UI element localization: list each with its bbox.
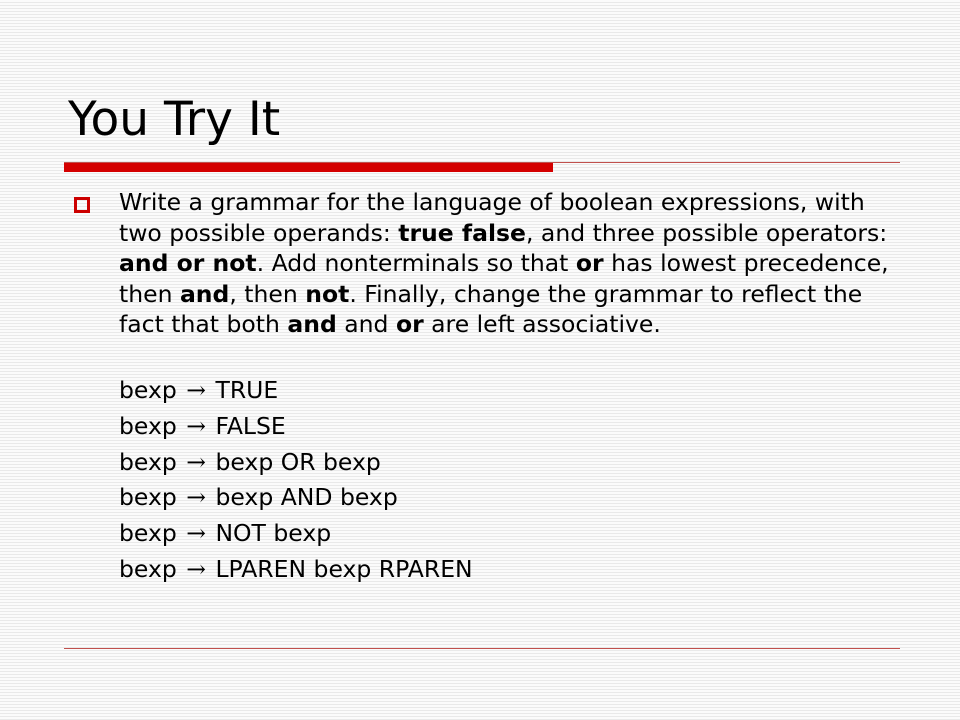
rule-lhs: bexp bbox=[119, 519, 177, 548]
rule-rhs: TRUE bbox=[215, 376, 279, 404]
grammar-rule bbox=[119, 552, 473, 588]
bullet-text-segment: and bbox=[336, 310, 396, 339]
right-arrow-icon: → bbox=[186, 483, 206, 512]
bullet-text-segment: has lowest precedence, then bbox=[119, 249, 889, 308]
rule-lhs: bexp bbox=[119, 376, 177, 404]
rule-lhs: bexp bbox=[119, 483, 177, 512]
bullet-text-segment-bold: or bbox=[575, 249, 604, 278]
title-divider-accent bbox=[64, 163, 553, 172]
rule-rhs: FALSE bbox=[215, 411, 286, 440]
bullet-text-segment: Write a grammar for the language of boolean expressions, with two possible operands: bbox=[119, 188, 865, 247]
right-arrow-icon: → bbox=[186, 554, 206, 583]
bullet-paragraph bbox=[119, 187, 909, 340]
hollow-square-bullet-icon bbox=[74, 197, 90, 213]
footer-divider bbox=[64, 648, 900, 649]
right-arrow-icon: → bbox=[186, 447, 206, 476]
grammar-rules-list bbox=[119, 373, 473, 588]
rule-rhs: NOT bexp bbox=[215, 519, 332, 548]
bullet-text-segment: , then bbox=[229, 279, 306, 308]
bullet-text-segment: , and three possible operators: bbox=[525, 218, 888, 247]
grammar-rule bbox=[119, 445, 473, 481]
grammar-rule bbox=[119, 516, 473, 552]
rule-rhs: LPAREN bexp RPAREN bbox=[215, 554, 473, 583]
rule-rhs: bexp AND bexp bbox=[215, 483, 398, 512]
bullet-text-segment-bold: or bbox=[395, 310, 424, 339]
bullet-text-segment: . Finally, change the grammar to reflect the fact that both bbox=[119, 279, 863, 339]
bullet-text-segment-bold: true false bbox=[398, 218, 526, 247]
bullet-text-segment-bold: not bbox=[305, 279, 350, 308]
right-arrow-icon: → bbox=[186, 519, 206, 548]
grammar-rule bbox=[119, 480, 473, 516]
rule-rhs: bexp OR bexp bbox=[215, 447, 381, 476]
right-arrow-icon: → bbox=[186, 411, 206, 440]
bullet-text-segment: are left associative. bbox=[423, 310, 661, 339]
rule-lhs: bexp bbox=[119, 447, 177, 476]
grammar-rule bbox=[119, 409, 473, 445]
grammar-rule bbox=[119, 373, 473, 409]
bullet-text-segment: . Add nonterminals so that bbox=[256, 249, 576, 278]
bullet-text-segment-bold: and bbox=[287, 310, 337, 339]
right-arrow-icon: → bbox=[186, 376, 206, 404]
rule-lhs: bexp bbox=[119, 411, 177, 440]
bullet-text-segment-bold: and bbox=[179, 279, 230, 308]
rule-lhs: bexp bbox=[119, 554, 177, 583]
bullet-text-segment-bold: and or not bbox=[119, 249, 257, 278]
slide-title: You Try It bbox=[68, 92, 281, 147]
